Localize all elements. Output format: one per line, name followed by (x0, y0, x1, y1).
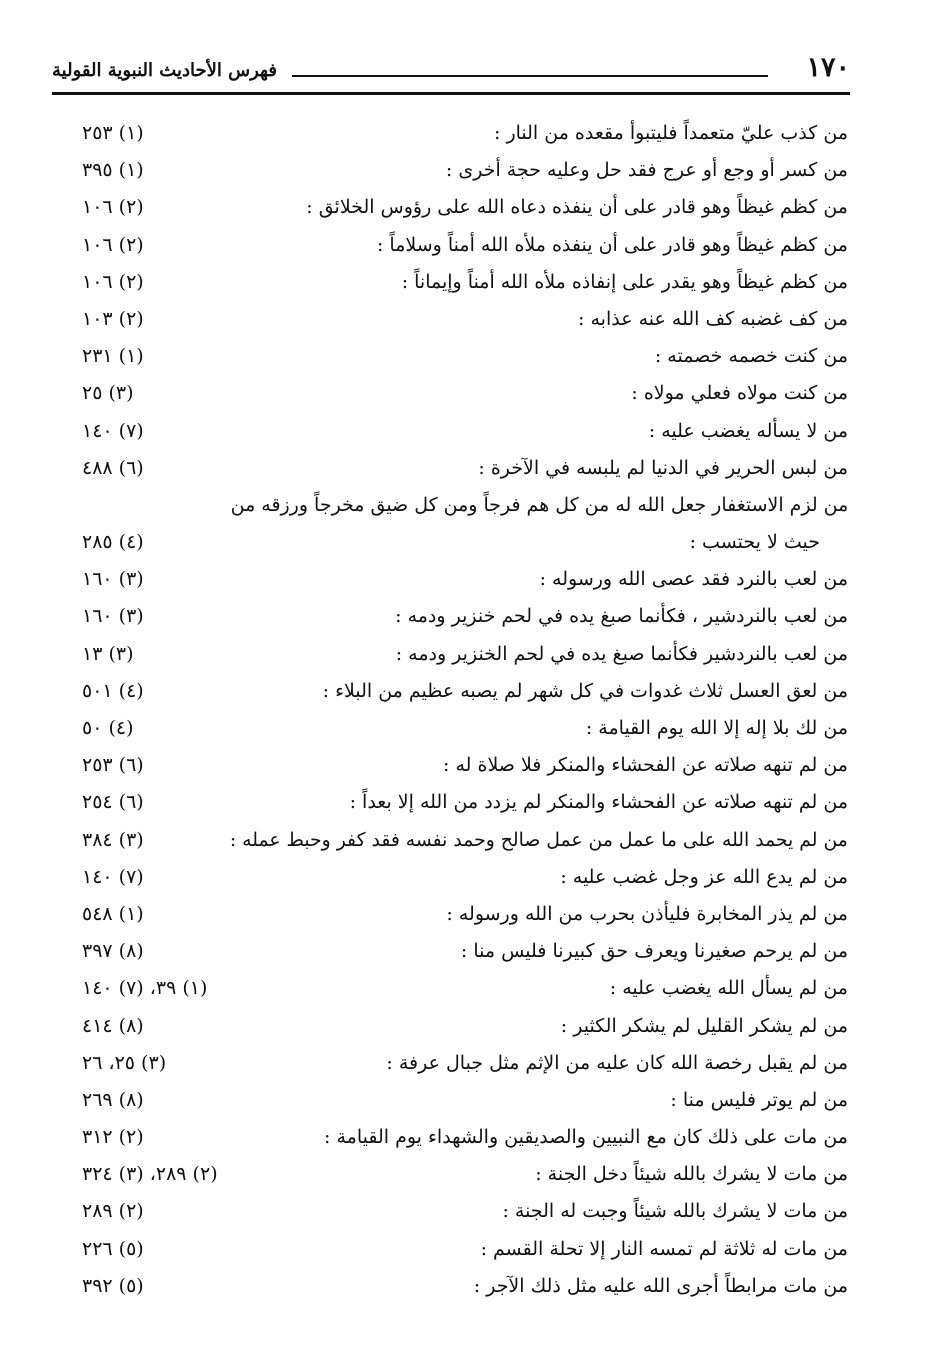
index-entry (80, 451, 848, 488)
hadith-text: من مات على ذلك كان مع النبيين والصديقين والشهداء يوم القيامة : (324, 1126, 848, 1149)
header-rule (52, 92, 850, 95)
volume-page-reference: (١) ٣٩٥ (82, 159, 144, 182)
running-title: فهرس الأحاديث النبوية القولية (52, 60, 277, 81)
hadith-text: من لم تنهه صلاته عن الفحشاء والمنكر لم يزدد من الله إلا بعداً : (349, 791, 848, 814)
header-dash (292, 75, 768, 77)
volume-page-reference: (٨) ٣٩٧ (82, 940, 144, 963)
volume-page-reference: (٣) ١٦٠ (82, 605, 144, 628)
hadith-text: من مات لا يشرك بالله شيئاً دخل الجنة : (535, 1163, 848, 1186)
volume-page-reference: (٢) ٢٨٩ (82, 1200, 144, 1223)
hadith-text: من لم يوتر فليس منا : (670, 1088, 848, 1111)
index-entry (80, 674, 848, 711)
index-entry (80, 488, 848, 562)
volume-page-reference: (٧) ١٤٠ (82, 419, 144, 442)
volume-page-reference: (٥) ٣٩٢ (82, 1274, 144, 1297)
hadith-text: من كظم غيظاً وهو قادر على أن ينفذه ملأه الله أمناً وسلاماً : (376, 233, 848, 256)
index-entry (80, 1194, 848, 1231)
page-number: ١٧٠ (806, 52, 850, 83)
hadith-text: من كف غضبه كف الله عنه عذابه : (578, 307, 848, 330)
hadith-text: من لم تنهه صلاته عن الفحشاء والمنكر فلا صلاة له : (443, 754, 848, 777)
index-entry (80, 711, 848, 748)
index-entry (80, 785, 848, 822)
hadith-text: من لم يسأل الله يغضب عليه : (609, 977, 848, 1000)
index-entry (80, 1232, 848, 1269)
volume-page-reference: (٢) ٢٨٩، (٣) ٣٢٤ (82, 1163, 218, 1186)
volume-page-reference: (٢) ١٠٣ (82, 307, 144, 330)
index-entry (80, 414, 848, 451)
hadith-text: من كسر أو وجع أو عرج فقد حل وعليه حجة أخرى : (445, 159, 848, 182)
index-entry (80, 1157, 848, 1194)
volume-page-reference: (٦) ٢٥٤ (82, 791, 144, 814)
hadith-text: من لعب بالنرد فقد عصى الله ورسوله : (539, 568, 848, 591)
hadith-text: من مات مرابطاً أجرى الله عليه مثل ذلك الآجر : (473, 1274, 848, 1297)
hadith-text: من لعق العسل ثلاث غدوات في كل شهر لم يصبه عظيم من البلاء : (322, 679, 848, 702)
volume-page-reference: (٦) ٤٨٨ (82, 456, 144, 479)
volume-page-reference: (١) ٥٤٨ (82, 902, 144, 925)
volume-page-reference: (٢) ٣١٢ (82, 1126, 144, 1149)
index-entry (80, 1046, 848, 1083)
index-entry (80, 637, 848, 674)
hadith-text: من مات لا يشرك بالله شيئاً وجبت له الجنة : (502, 1200, 848, 1223)
index-entry (80, 934, 848, 971)
hadith-text: من لا يسأله يغضب عليه : (648, 419, 848, 442)
index-entry (80, 1120, 848, 1157)
volume-page-reference: (٣) ١٦٠ (82, 568, 144, 591)
volume-page-reference: (٣) ٣٨٤ (82, 828, 144, 851)
hadith-text: من كنت خصمه خصمته : (654, 345, 848, 368)
volume-page-reference: (٥) ٢٢٦ (82, 1237, 144, 1260)
hadith-text: من لبس الحرير في الدنيا لم يلبسه في الآخرة : (478, 456, 848, 479)
index-entry (80, 748, 848, 785)
volume-page-reference: (١) ٣٩، (٧) ١٤٠ (82, 977, 208, 1000)
hadith-text-continuation: حيث لا يحتسب : (689, 530, 820, 553)
volume-page-reference: (٨) ٢٦٩ (82, 1088, 144, 1111)
index-entry (80, 190, 848, 227)
hadith-text: من لعب بالنردشير ، فكأنما صبغ يده في لحم خنزير ودمه : (395, 605, 848, 628)
volume-page-reference: (٧) ١٤٠ (82, 865, 144, 888)
volume-page-reference: (٦) ٢٥٣ (82, 754, 144, 777)
volume-page-reference: (١) ٢٥٣ (82, 122, 144, 144)
index-entry (80, 860, 848, 897)
index-entry (80, 265, 848, 302)
hadith-text: من كظم غيظاً وهو قادر على أن ينفذه دعاه الله على رؤوس الخلائق : (306, 196, 848, 219)
volume-page-reference: (٢) ١٠٦ (82, 233, 144, 256)
volume-page-reference: (٤) ٥٠ (82, 717, 134, 740)
index-entry (80, 228, 848, 265)
index-entry (80, 599, 848, 636)
hadith-text: من لك بلا إله إلا الله يوم القيامة : (585, 717, 848, 740)
volume-page-reference: (١) ٢٣١ (82, 345, 144, 368)
volume-page-reference: (٣) ٢٥، ٢٦ (82, 1051, 167, 1074)
running-head (52, 48, 850, 92)
volume-page-reference: (٣) ١٣ (82, 642, 134, 665)
hadith-text: من لزم الاستغفار جعل الله له من كل هم فرجاً ومن كل ضيق مخرجاً ورزقه من (230, 493, 848, 516)
volume-page-reference: (٤) ٢٨٥ (82, 530, 144, 553)
index-entry (80, 971, 848, 1008)
index-entry (80, 823, 848, 860)
index-entry (80, 897, 848, 934)
index-entry (80, 1269, 848, 1306)
hadith-text: من كنت مولاه فعلي مولاه : (631, 382, 848, 405)
hadith-text: من كذب عليّ متعمداً فليتبوأ مقعده من النار : (494, 122, 848, 144)
hadith-text: من لم يقبل رخصة الله كان عليه من الإثم مثل جبال عرفة : (386, 1051, 848, 1074)
volume-page-reference: (٤) ٥٠١ (82, 679, 144, 702)
hadith-text: من لم يحمد الله على ما عمل من عمل صالح وحمد نفسه فقد كفر وحبط عمله : (230, 828, 848, 851)
index-entry (80, 562, 848, 599)
volume-page-reference: (٢) ١٠٦ (82, 196, 144, 219)
hadith-index-list (80, 116, 848, 1306)
index-entry (80, 1009, 848, 1046)
volume-page-reference: (٨) ٤١٤ (82, 1014, 144, 1037)
hadith-text: من لم يرحم صغيرنا ويعرف حق كبيرنا فليس منا : (460, 940, 848, 963)
index-entry (80, 339, 848, 376)
volume-page-reference: (٢) ١٠٦ (82, 270, 144, 293)
hadith-text: من لم يدع الله عز وجل غضب عليه : (560, 865, 848, 888)
hadith-text: من مات له ثلاثة لم تمسه النار إلا تحلة القسم : (480, 1237, 848, 1260)
hadith-text: من لم يذر المخابرة فليأذن بحرب من الله ورسوله : (446, 902, 848, 925)
hadith-text: من كظم غيظاً وهو يقدر على إنفاذه ملأه الله أمناً وإيماناً : (401, 270, 848, 293)
index-entry (80, 153, 848, 190)
hadith-text: من لعب بالنردشير فكأنما صبغ يده في لحم الخنزير ودمه : (395, 642, 848, 665)
index-entry (80, 116, 848, 153)
volume-page-reference: (٣) ٢٥ (82, 382, 134, 405)
index-entry (80, 1083, 848, 1120)
hadith-text: من لم يشكر القليل لم يشكر الكثير : (560, 1014, 848, 1037)
index-entry (80, 302, 848, 339)
index-entry (80, 376, 848, 413)
